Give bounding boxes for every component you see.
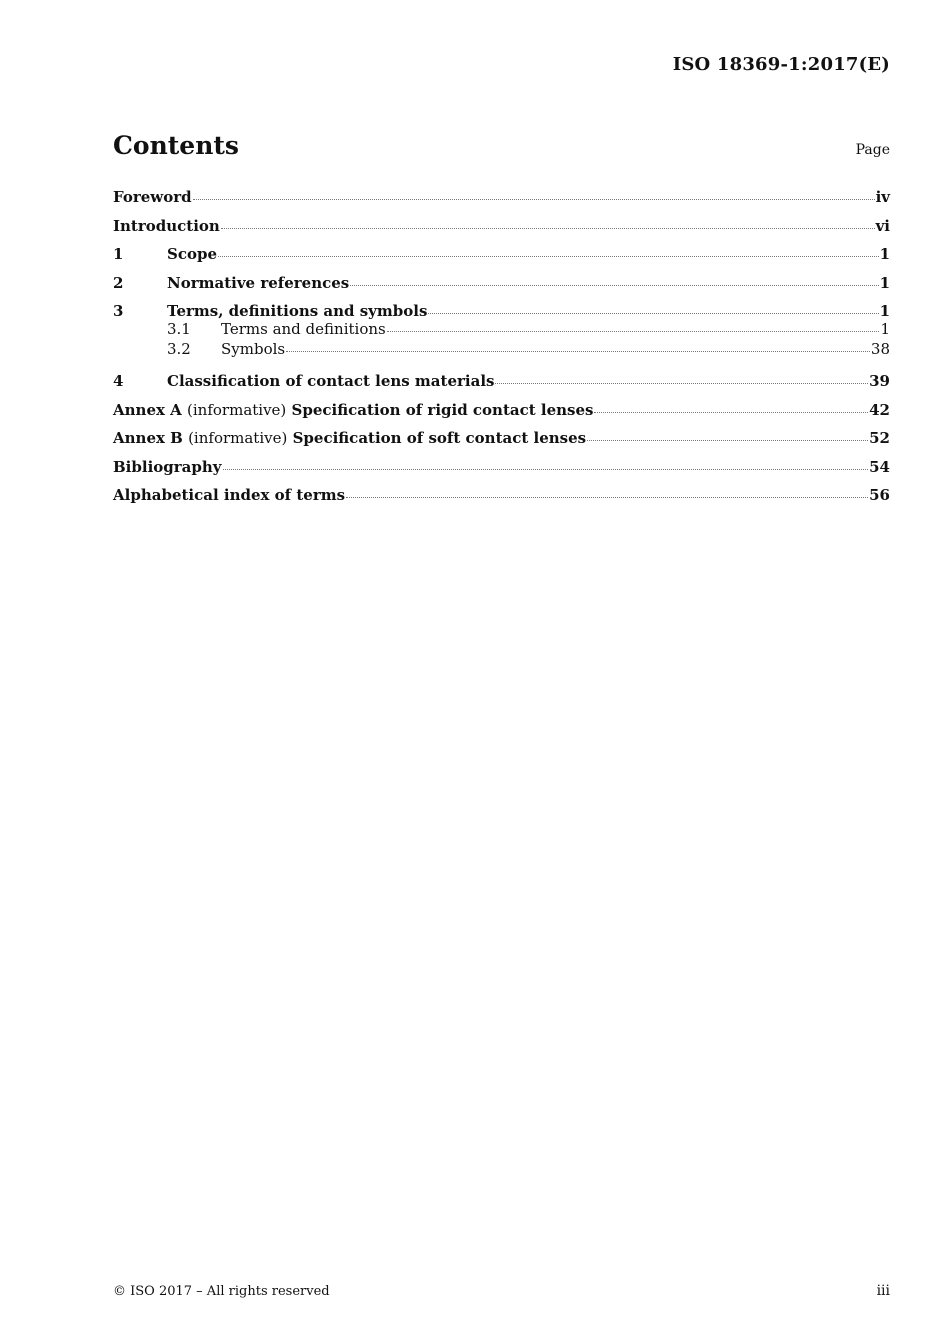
toc-entry-page: vi bbox=[875, 216, 890, 235]
annex-prefix: Annex A bbox=[113, 400, 182, 419]
toc-entry-annex-b[interactable] bbox=[113, 425, 890, 454]
dot-leader bbox=[221, 228, 875, 229]
dot-leader bbox=[587, 440, 868, 441]
toc-entry-page: 54 bbox=[869, 457, 890, 476]
dot-leader bbox=[387, 331, 880, 332]
toc-entry-page: 39 bbox=[869, 372, 890, 390]
annex-qualifier: (informative) bbox=[187, 400, 287, 419]
toc-entry-label: Foreword bbox=[113, 188, 192, 206]
toc-entry-number: 4 bbox=[113, 372, 124, 390]
copyright-notice: © ISO 2017 – All rights reserved bbox=[113, 1284, 330, 1299]
toc-entry-page: 38 bbox=[870, 339, 890, 358]
toc-entry-page: 1 bbox=[879, 302, 890, 320]
toc-entry-page: 1 bbox=[880, 320, 890, 338]
toc-entry-number: 3.1 bbox=[167, 320, 191, 338]
toc-entry-classification[interactable] bbox=[113, 368, 890, 397]
toc-entry-terms-definitions-symbols[interactable] bbox=[113, 298, 890, 320]
toc-entry-page: 1 bbox=[879, 245, 890, 263]
dot-leader bbox=[428, 313, 878, 314]
toc-entry-label: Normative references bbox=[167, 273, 350, 292]
toc-entry-introduction[interactable] bbox=[113, 213, 890, 242]
toc-entry-label: Classification of contact lens materials bbox=[167, 372, 495, 390]
toc-entry-page: 52 bbox=[869, 429, 890, 447]
contents-title: Contents bbox=[113, 131, 240, 160]
toc-entry-page: 42 bbox=[869, 400, 890, 419]
table-of-contents bbox=[113, 184, 890, 511]
dot-leader bbox=[495, 383, 868, 384]
dot-leader bbox=[594, 412, 868, 413]
toc-entry-scope[interactable] bbox=[113, 241, 890, 270]
dot-leader bbox=[218, 256, 879, 257]
annex-title: Specification of rigid contact lenses bbox=[291, 400, 594, 419]
annex-title: Specification of soft contact lenses bbox=[292, 429, 587, 447]
toc-subentry-terms-and-definitions[interactable] bbox=[113, 320, 890, 340]
toc-entry-page: 56 bbox=[869, 486, 890, 504]
dot-leader bbox=[346, 497, 868, 498]
toc-entry-normative-references[interactable] bbox=[113, 270, 890, 299]
toc-entry-label: Introduction bbox=[113, 216, 220, 235]
toc-entry-number: 3.2 bbox=[167, 339, 191, 358]
annex-qualifier: (informative) bbox=[188, 429, 288, 447]
dot-leader bbox=[223, 469, 869, 470]
document-id: ISO 18369-1:2017(E) bbox=[672, 54, 890, 75]
dot-leader bbox=[350, 285, 878, 286]
page-number: iii bbox=[876, 1283, 890, 1299]
toc-entry-label bbox=[113, 397, 593, 423]
toc-entry-label: Terms and definitions bbox=[221, 320, 386, 338]
toc-entry-annex-a[interactable] bbox=[113, 397, 890, 426]
dot-leader bbox=[193, 199, 875, 200]
toc-entry-label: Scope bbox=[167, 245, 218, 263]
toc-entry-bibliography[interactable] bbox=[113, 454, 890, 483]
page-column-label: Page bbox=[855, 142, 890, 158]
toc-entry-page: iv bbox=[875, 188, 890, 206]
dot-leader bbox=[286, 351, 870, 352]
toc-entry-number: 1 bbox=[113, 245, 124, 263]
toc-entry-label: Terms, definitions and symbols bbox=[167, 302, 428, 320]
toc-entry-foreword[interactable] bbox=[113, 184, 890, 213]
toc-entry-number: 2 bbox=[113, 273, 124, 292]
toc-entry-page: 1 bbox=[879, 273, 890, 292]
toc-entry-label: Alphabetical index of terms bbox=[113, 486, 346, 504]
annex-prefix: Annex B bbox=[113, 429, 183, 447]
toc-entry-label: Symbols bbox=[221, 339, 286, 358]
toc-entry-alphabetical-index[interactable] bbox=[113, 482, 890, 511]
toc-entry-number: 3 bbox=[113, 302, 124, 320]
toc-entry-label bbox=[113, 425, 586, 451]
toc-subentry-symbols[interactable] bbox=[113, 340, 890, 360]
toc-entry-label: Bibliography bbox=[113, 457, 222, 476]
